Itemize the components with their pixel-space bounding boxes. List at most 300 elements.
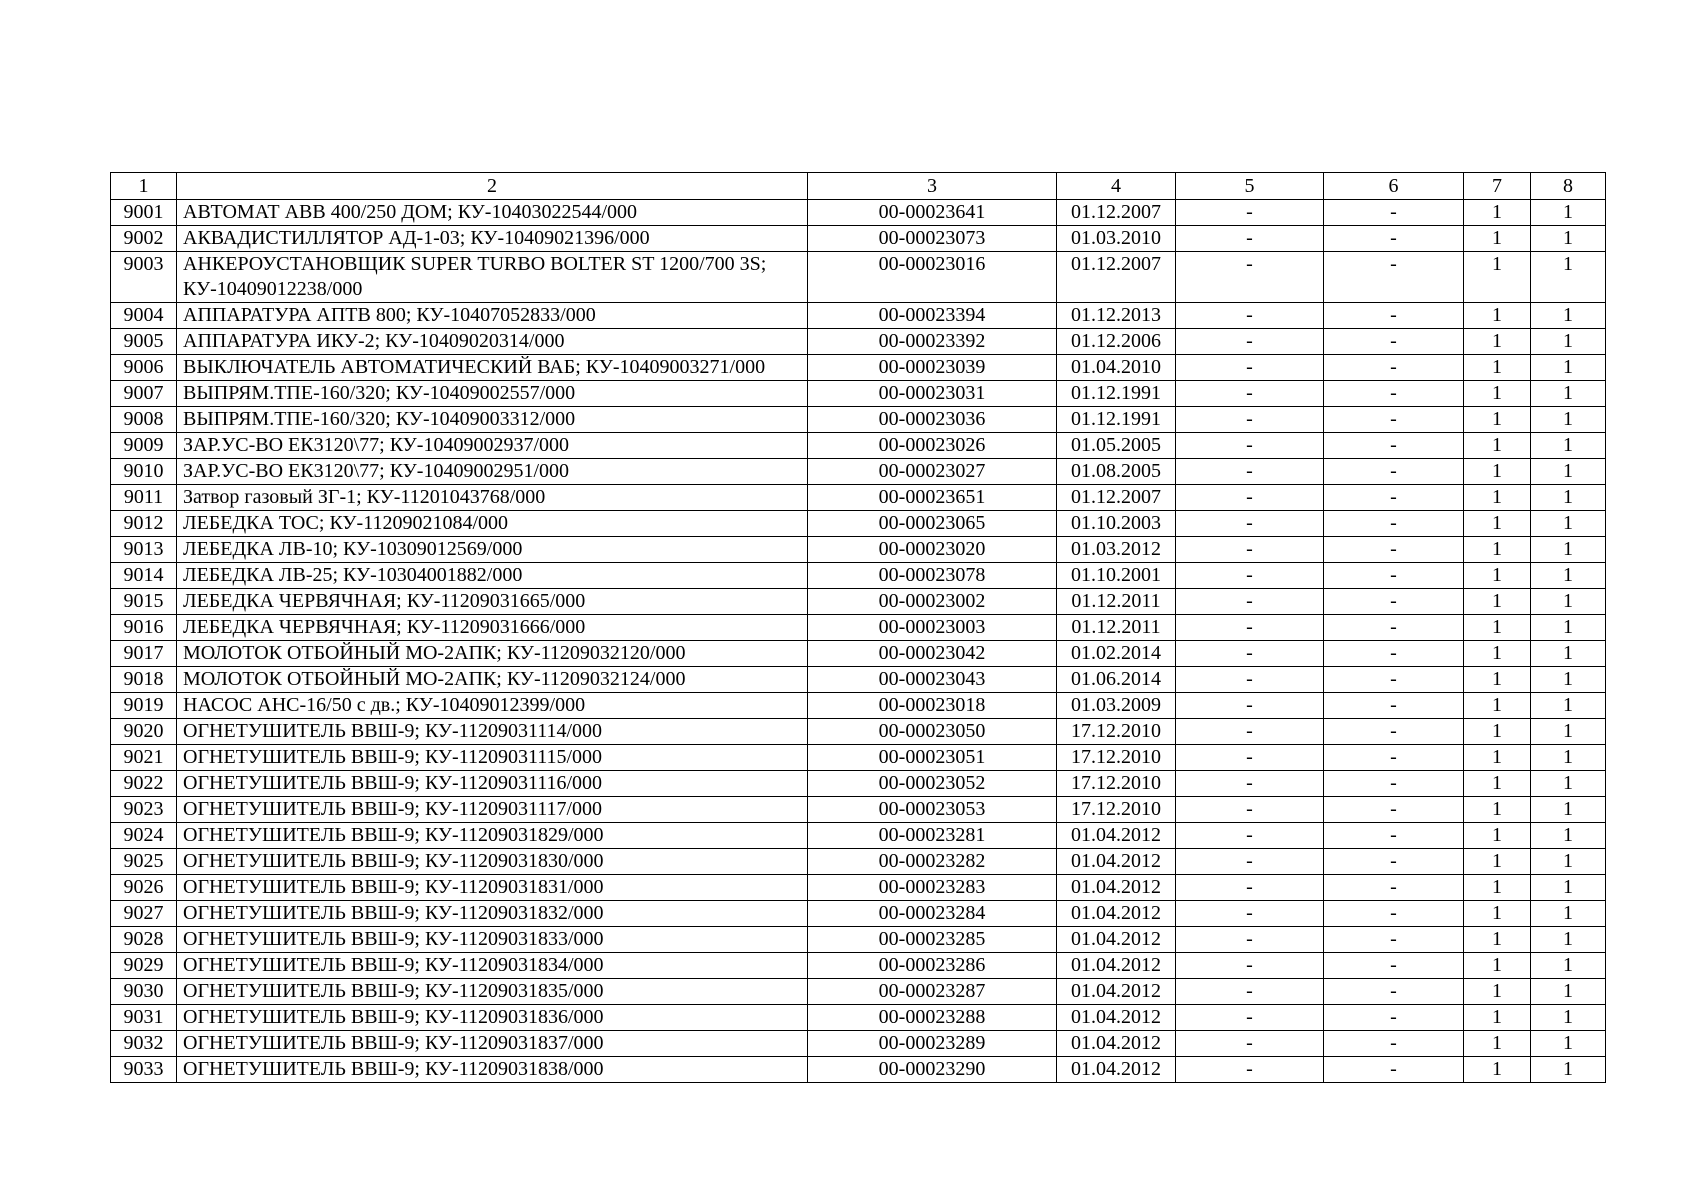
- col5-value: -: [1176, 849, 1324, 875]
- col6-value: -: [1324, 329, 1464, 355]
- date: 01.04.2012: [1057, 979, 1176, 1005]
- item-name: ЛЕБЕДКА ЧЕРВЯЧНАЯ; КУ-11209031666/000: [177, 615, 808, 641]
- col6-value: -: [1324, 641, 1464, 667]
- col7-value: 1: [1464, 537, 1531, 563]
- col7-value: 1: [1464, 407, 1531, 433]
- row-number: 9020: [111, 719, 177, 745]
- item-name: ОГНЕТУШИТЕЛЬ ВВШ-9; КУ-11209031116/000: [177, 771, 808, 797]
- table-row: [111, 329, 1606, 355]
- col8-value: 1: [1531, 563, 1606, 589]
- col7-value: 1: [1464, 459, 1531, 485]
- col5-value: -: [1176, 485, 1324, 511]
- col8-value: 1: [1531, 407, 1606, 433]
- col8-value: 1: [1531, 849, 1606, 875]
- item-name: АППАРАТУРА АПТВ 800; КУ-10407052833/000: [177, 303, 808, 329]
- row-number: 9007: [111, 381, 177, 407]
- column-header-2: 2: [177, 173, 808, 200]
- date: 01.12.1991: [1057, 381, 1176, 407]
- col8-value: 1: [1531, 615, 1606, 641]
- col8-value: 1: [1531, 329, 1606, 355]
- table-row: [111, 200, 1606, 226]
- table-row: [111, 537, 1606, 563]
- item-name: ЛЕБЕДКА ЛВ-10; КУ-10309012569/000: [177, 537, 808, 563]
- column-header-3: 3: [808, 173, 1057, 200]
- date: 01.12.2011: [1057, 589, 1176, 615]
- item-name: АВТОМАТ АВВ 400/250 ДОМ; КУ-10403022544/000: [177, 200, 808, 226]
- col6-value: -: [1324, 745, 1464, 771]
- col6-value: -: [1324, 901, 1464, 927]
- row-number: 9002: [111, 226, 177, 252]
- date: 01.04.2012: [1057, 823, 1176, 849]
- row-number: 9010: [111, 459, 177, 485]
- row-number: 9013: [111, 537, 177, 563]
- table-row: [111, 355, 1606, 381]
- col5-value: -: [1176, 1057, 1324, 1083]
- inventory-code: 00-00023290: [808, 1057, 1057, 1083]
- column-header-4: 4: [1057, 173, 1176, 200]
- item-name: ОГНЕТУШИТЕЛЬ ВВШ-9; КУ-11209031836/000: [177, 1005, 808, 1031]
- inventory-code: 00-00023020: [808, 537, 1057, 563]
- col8-value: 1: [1531, 226, 1606, 252]
- date: 01.12.2013: [1057, 303, 1176, 329]
- table-row: [111, 979, 1606, 1005]
- col8-value: 1: [1531, 953, 1606, 979]
- item-name: МОЛОТОК ОТБОЙНЫЙ МО-2АПК; КУ-11209032120/000: [177, 641, 808, 667]
- item-name: ЛЕБЕДКА ТОС; КУ-11209021084/000: [177, 511, 808, 537]
- table-row: [111, 641, 1606, 667]
- col8-value: 1: [1531, 459, 1606, 485]
- row-number: 9004: [111, 303, 177, 329]
- row-number: 9024: [111, 823, 177, 849]
- col5-value: -: [1176, 459, 1324, 485]
- row-number: 9022: [111, 771, 177, 797]
- row-number: 9030: [111, 979, 177, 1005]
- col6-value: -: [1324, 485, 1464, 511]
- table-row: [111, 745, 1606, 771]
- col7-value: 1: [1464, 329, 1531, 355]
- col5-value: -: [1176, 979, 1324, 1005]
- row-number: 9008: [111, 407, 177, 433]
- column-header-7: 7: [1464, 173, 1531, 200]
- col6-value: -: [1324, 537, 1464, 563]
- col6-value: -: [1324, 875, 1464, 901]
- item-name: ВЫПРЯМ.ТПЕ-160/320; КУ-10409003312/000: [177, 407, 808, 433]
- item-name: АКВАДИСТИЛЛЯТОР АД-1-03; КУ-10409021396/000: [177, 226, 808, 252]
- col7-value: 1: [1464, 433, 1531, 459]
- table-row: [111, 875, 1606, 901]
- col5-value: -: [1176, 1005, 1324, 1031]
- col6-value: -: [1324, 200, 1464, 226]
- column-header-1: 1: [111, 173, 177, 200]
- col8-value: 1: [1531, 719, 1606, 745]
- inventory-code: 00-00023053: [808, 797, 1057, 823]
- table-row: [111, 927, 1606, 953]
- table-row: [111, 1057, 1606, 1083]
- col6-value: -: [1324, 823, 1464, 849]
- date: 01.03.2012: [1057, 537, 1176, 563]
- col8-value: 1: [1531, 875, 1606, 901]
- row-number: 9031: [111, 1005, 177, 1031]
- col5-value: -: [1176, 252, 1324, 303]
- inventory-code: 00-00023031: [808, 381, 1057, 407]
- item-name: ВЫПРЯМ.ТПЕ-160/320; КУ-10409002557/000: [177, 381, 808, 407]
- col8-value: 1: [1531, 745, 1606, 771]
- col8-value: 1: [1531, 693, 1606, 719]
- inventory-code: 00-00023052: [808, 771, 1057, 797]
- col6-value: -: [1324, 226, 1464, 252]
- row-number: 9018: [111, 667, 177, 693]
- col5-value: -: [1176, 1031, 1324, 1057]
- table-row: [111, 381, 1606, 407]
- col8-value: 1: [1531, 537, 1606, 563]
- inventory-code: 00-00023651: [808, 485, 1057, 511]
- col6-value: -: [1324, 511, 1464, 537]
- table-row: [111, 719, 1606, 745]
- column-header-row: [111, 173, 1606, 200]
- col6-value: -: [1324, 693, 1464, 719]
- item-name: АППАРАТУРА ИКУ-2; КУ-10409020314/000: [177, 329, 808, 355]
- col6-value: -: [1324, 252, 1464, 303]
- item-name: ОГНЕТУШИТЕЛЬ ВВШ-9; КУ-11209031117/000: [177, 797, 808, 823]
- col7-value: 1: [1464, 693, 1531, 719]
- col7-value: 1: [1464, 563, 1531, 589]
- col8-value: 1: [1531, 252, 1606, 303]
- col5-value: -: [1176, 537, 1324, 563]
- col5-value: -: [1176, 771, 1324, 797]
- col5-value: -: [1176, 589, 1324, 615]
- item-name: ОГНЕТУШИТЕЛЬ ВВШ-9; КУ-11209031830/000: [177, 849, 808, 875]
- col6-value: -: [1324, 979, 1464, 1005]
- date: 01.12.2007: [1057, 252, 1176, 303]
- inventory-code: 00-00023026: [808, 433, 1057, 459]
- col8-value: 1: [1531, 1005, 1606, 1031]
- inventory-code: 00-00023042: [808, 641, 1057, 667]
- col5-value: -: [1176, 667, 1324, 693]
- col8-value: 1: [1531, 511, 1606, 537]
- item-name: ЗАР.УС-ВО ЕК3120\77; КУ-10409002951/000: [177, 459, 808, 485]
- table-row: [111, 1005, 1606, 1031]
- inventory-code: 00-00023039: [808, 355, 1057, 381]
- col8-value: 1: [1531, 589, 1606, 615]
- row-number: 9028: [111, 927, 177, 953]
- col7-value: 1: [1464, 485, 1531, 511]
- date: 01.12.1991: [1057, 407, 1176, 433]
- table-row: [111, 667, 1606, 693]
- col7-value: 1: [1464, 641, 1531, 667]
- date: 01.10.2003: [1057, 511, 1176, 537]
- col8-value: 1: [1531, 381, 1606, 407]
- inventory-code: 00-00023073: [808, 226, 1057, 252]
- col7-value: 1: [1464, 303, 1531, 329]
- inventory-code: 00-00023078: [808, 563, 1057, 589]
- item-name: НАСОС АНС-16/50 с дв.; КУ-10409012399/000: [177, 693, 808, 719]
- row-number: 9021: [111, 745, 177, 771]
- table-row: [111, 252, 1606, 303]
- col5-value: -: [1176, 511, 1324, 537]
- table-row: [111, 407, 1606, 433]
- col6-value: -: [1324, 407, 1464, 433]
- col6-value: -: [1324, 459, 1464, 485]
- row-number: 9005: [111, 329, 177, 355]
- date: 01.03.2010: [1057, 226, 1176, 252]
- row-number: 9017: [111, 641, 177, 667]
- col7-value: 1: [1464, 1057, 1531, 1083]
- table-row: [111, 953, 1606, 979]
- inventory-code: 00-00023018: [808, 693, 1057, 719]
- item-name: ОГНЕТУШИТЕЛЬ ВВШ-9; КУ-11209031831/000: [177, 875, 808, 901]
- item-name: ОГНЕТУШИТЕЛЬ ВВШ-9; КУ-11209031838/000: [177, 1057, 808, 1083]
- column-header-5: 5: [1176, 173, 1324, 200]
- inventory-code: 00-00023283: [808, 875, 1057, 901]
- date: 01.04.2012: [1057, 1057, 1176, 1083]
- table-row: [111, 771, 1606, 797]
- table-row: [111, 589, 1606, 615]
- col7-value: 1: [1464, 226, 1531, 252]
- table-row: [111, 849, 1606, 875]
- inventory-code: 00-00023641: [808, 200, 1057, 226]
- col8-value: 1: [1531, 433, 1606, 459]
- col5-value: -: [1176, 381, 1324, 407]
- row-number: 9027: [111, 901, 177, 927]
- row-number: 9011: [111, 485, 177, 511]
- col8-value: 1: [1531, 771, 1606, 797]
- item-name: ОГНЕТУШИТЕЛЬ ВВШ-9; КУ-11209031829/000: [177, 823, 808, 849]
- col8-value: 1: [1531, 303, 1606, 329]
- col7-value: 1: [1464, 927, 1531, 953]
- row-number: 9025: [111, 849, 177, 875]
- col6-value: -: [1324, 719, 1464, 745]
- col7-value: 1: [1464, 745, 1531, 771]
- item-name: ОГНЕТУШИТЕЛЬ ВВШ-9; КУ-11209031835/000: [177, 979, 808, 1005]
- date: 01.04.2012: [1057, 1031, 1176, 1057]
- col6-value: -: [1324, 615, 1464, 641]
- col5-value: -: [1176, 745, 1324, 771]
- table-row: [111, 563, 1606, 589]
- row-number: 9012: [111, 511, 177, 537]
- table-body: [111, 173, 1606, 1083]
- col7-value: 1: [1464, 979, 1531, 1005]
- col6-value: -: [1324, 303, 1464, 329]
- col5-value: -: [1176, 433, 1324, 459]
- col5-value: -: [1176, 407, 1324, 433]
- col7-value: 1: [1464, 200, 1531, 226]
- col7-value: 1: [1464, 849, 1531, 875]
- col6-value: -: [1324, 667, 1464, 693]
- col8-value: 1: [1531, 355, 1606, 381]
- col6-value: -: [1324, 589, 1464, 615]
- column-header-6: 6: [1324, 173, 1464, 200]
- row-number: 9001: [111, 200, 177, 226]
- row-number: 9033: [111, 1057, 177, 1083]
- inventory-code: 00-00023285: [808, 927, 1057, 953]
- inventory-code: 00-00023043: [808, 667, 1057, 693]
- col8-value: 1: [1531, 200, 1606, 226]
- table-row: [111, 693, 1606, 719]
- row-number: 9026: [111, 875, 177, 901]
- date: 01.12.2006: [1057, 329, 1176, 355]
- date: 01.04.2012: [1057, 875, 1176, 901]
- col5-value: -: [1176, 953, 1324, 979]
- row-number: 9006: [111, 355, 177, 381]
- col7-value: 1: [1464, 252, 1531, 303]
- inventory-code: 00-00023003: [808, 615, 1057, 641]
- col7-value: 1: [1464, 355, 1531, 381]
- table-row: [111, 485, 1606, 511]
- col8-value: 1: [1531, 927, 1606, 953]
- inventory-code: 00-00023027: [808, 459, 1057, 485]
- col5-value: -: [1176, 200, 1324, 226]
- col5-value: -: [1176, 563, 1324, 589]
- date: 01.04.2012: [1057, 1005, 1176, 1031]
- col6-value: -: [1324, 797, 1464, 823]
- date: 17.12.2010: [1057, 745, 1176, 771]
- inventory-code: 00-00023016: [808, 252, 1057, 303]
- item-name: МОЛОТОК ОТБОЙНЫЙ МО-2АПК; КУ-11209032124/000: [177, 667, 808, 693]
- col7-value: 1: [1464, 1005, 1531, 1031]
- item-name: ОГНЕТУШИТЕЛЬ ВВШ-9; КУ-11209031115/000: [177, 745, 808, 771]
- col5-value: -: [1176, 823, 1324, 849]
- inventory-code: 00-00023282: [808, 849, 1057, 875]
- col8-value: 1: [1531, 1057, 1606, 1083]
- col6-value: -: [1324, 1005, 1464, 1031]
- col7-value: 1: [1464, 615, 1531, 641]
- inventory-code: 00-00023281: [808, 823, 1057, 849]
- col8-value: 1: [1531, 667, 1606, 693]
- inventory-code: 00-00023392: [808, 329, 1057, 355]
- inventory-code: 00-00023051: [808, 745, 1057, 771]
- date: 17.12.2010: [1057, 771, 1176, 797]
- table-row: [111, 303, 1606, 329]
- inventory-code: 00-00023394: [808, 303, 1057, 329]
- col5-value: -: [1176, 615, 1324, 641]
- col7-value: 1: [1464, 719, 1531, 745]
- table-row: [111, 511, 1606, 537]
- date: 01.03.2009: [1057, 693, 1176, 719]
- date: 01.04.2012: [1057, 849, 1176, 875]
- date: 01.12.2007: [1057, 200, 1176, 226]
- date: 01.04.2010: [1057, 355, 1176, 381]
- col5-value: -: [1176, 797, 1324, 823]
- date: 01.06.2014: [1057, 667, 1176, 693]
- inventory-code: 00-00023050: [808, 719, 1057, 745]
- date: 01.04.2012: [1057, 927, 1176, 953]
- col5-value: -: [1176, 226, 1324, 252]
- table-row: [111, 226, 1606, 252]
- col7-value: 1: [1464, 511, 1531, 537]
- col7-value: 1: [1464, 381, 1531, 407]
- date: 01.04.2012: [1057, 953, 1176, 979]
- table-row: [111, 797, 1606, 823]
- inventory-code: 00-00023288: [808, 1005, 1057, 1031]
- item-name: ЛЕБЕДКА ЛВ-25; КУ-10304001882/000: [177, 563, 808, 589]
- col5-value: -: [1176, 719, 1324, 745]
- date: 17.12.2010: [1057, 797, 1176, 823]
- row-number: 9014: [111, 563, 177, 589]
- col8-value: 1: [1531, 485, 1606, 511]
- column-header-8: 8: [1531, 173, 1606, 200]
- col5-value: -: [1176, 875, 1324, 901]
- col6-value: -: [1324, 927, 1464, 953]
- col6-value: -: [1324, 1031, 1464, 1057]
- row-number: 9009: [111, 433, 177, 459]
- inventory-code: 00-00023284: [808, 901, 1057, 927]
- col8-value: 1: [1531, 901, 1606, 927]
- item-name: ОГНЕТУШИТЕЛЬ ВВШ-9; КУ-11209031114/000: [177, 719, 808, 745]
- inventory-code: 00-00023286: [808, 953, 1057, 979]
- row-number: 9016: [111, 615, 177, 641]
- col6-value: -: [1324, 953, 1464, 979]
- col7-value: 1: [1464, 667, 1531, 693]
- col5-value: -: [1176, 355, 1324, 381]
- table-row: [111, 459, 1606, 485]
- col7-value: 1: [1464, 1031, 1531, 1057]
- date: 01.12.2007: [1057, 485, 1176, 511]
- item-name: ЛЕБЕДКА ЧЕРВЯЧНАЯ; КУ-11209031665/000: [177, 589, 808, 615]
- table-row: [111, 1031, 1606, 1057]
- col5-value: -: [1176, 641, 1324, 667]
- item-name: ОГНЕТУШИТЕЛЬ ВВШ-9; КУ-11209031833/000: [177, 927, 808, 953]
- table-row: [111, 901, 1606, 927]
- table-row: [111, 433, 1606, 459]
- col5-value: -: [1176, 329, 1324, 355]
- row-number: 9023: [111, 797, 177, 823]
- row-number: 9015: [111, 589, 177, 615]
- item-name: ОГНЕТУШИТЕЛЬ ВВШ-9; КУ-11209031832/000: [177, 901, 808, 927]
- col6-value: -: [1324, 849, 1464, 875]
- col8-value: 1: [1531, 797, 1606, 823]
- table-row: [111, 823, 1606, 849]
- date: 01.08.2005: [1057, 459, 1176, 485]
- inventory-code: 00-00023289: [808, 1031, 1057, 1057]
- col7-value: 1: [1464, 797, 1531, 823]
- col6-value: -: [1324, 381, 1464, 407]
- col6-value: -: [1324, 771, 1464, 797]
- col8-value: 1: [1531, 641, 1606, 667]
- col6-value: -: [1324, 355, 1464, 381]
- inventory-code: 00-00023287: [808, 979, 1057, 1005]
- col8-value: 1: [1531, 823, 1606, 849]
- row-number: 9019: [111, 693, 177, 719]
- date: 01.12.2011: [1057, 615, 1176, 641]
- col7-value: 1: [1464, 823, 1531, 849]
- col5-value: -: [1176, 303, 1324, 329]
- table-row: [111, 615, 1606, 641]
- date: 01.10.2001: [1057, 563, 1176, 589]
- date: 01.04.2012: [1057, 901, 1176, 927]
- inventory-code: 00-00023036: [808, 407, 1057, 433]
- inventory-code: 00-00023002: [808, 589, 1057, 615]
- col7-value: 1: [1464, 901, 1531, 927]
- inventory-table: [110, 172, 1606, 1083]
- col6-value: -: [1324, 563, 1464, 589]
- row-number: 9032: [111, 1031, 177, 1057]
- col5-value: -: [1176, 693, 1324, 719]
- inventory-code: 00-00023065: [808, 511, 1057, 537]
- col7-value: 1: [1464, 953, 1531, 979]
- col7-value: 1: [1464, 771, 1531, 797]
- col7-value: 1: [1464, 589, 1531, 615]
- date: 17.12.2010: [1057, 719, 1176, 745]
- date: 01.05.2005: [1057, 433, 1176, 459]
- row-number: 9003: [111, 252, 177, 303]
- col8-value: 1: [1531, 979, 1606, 1005]
- date: 01.02.2014: [1057, 641, 1176, 667]
- item-name: Затвор газовый ЗГ-1; КУ-11201043768/000: [177, 485, 808, 511]
- item-name: ОГНЕТУШИТЕЛЬ ВВШ-9; КУ-11209031837/000: [177, 1031, 808, 1057]
- item-name: ОГНЕТУШИТЕЛЬ ВВШ-9; КУ-11209031834/000: [177, 953, 808, 979]
- item-name: АНКЕРОУСТАНОВЩИК SUPER TURBO BOLTER ST 1200/700 3S; КУ-10409012238/000: [177, 252, 808, 303]
- col7-value: 1: [1464, 875, 1531, 901]
